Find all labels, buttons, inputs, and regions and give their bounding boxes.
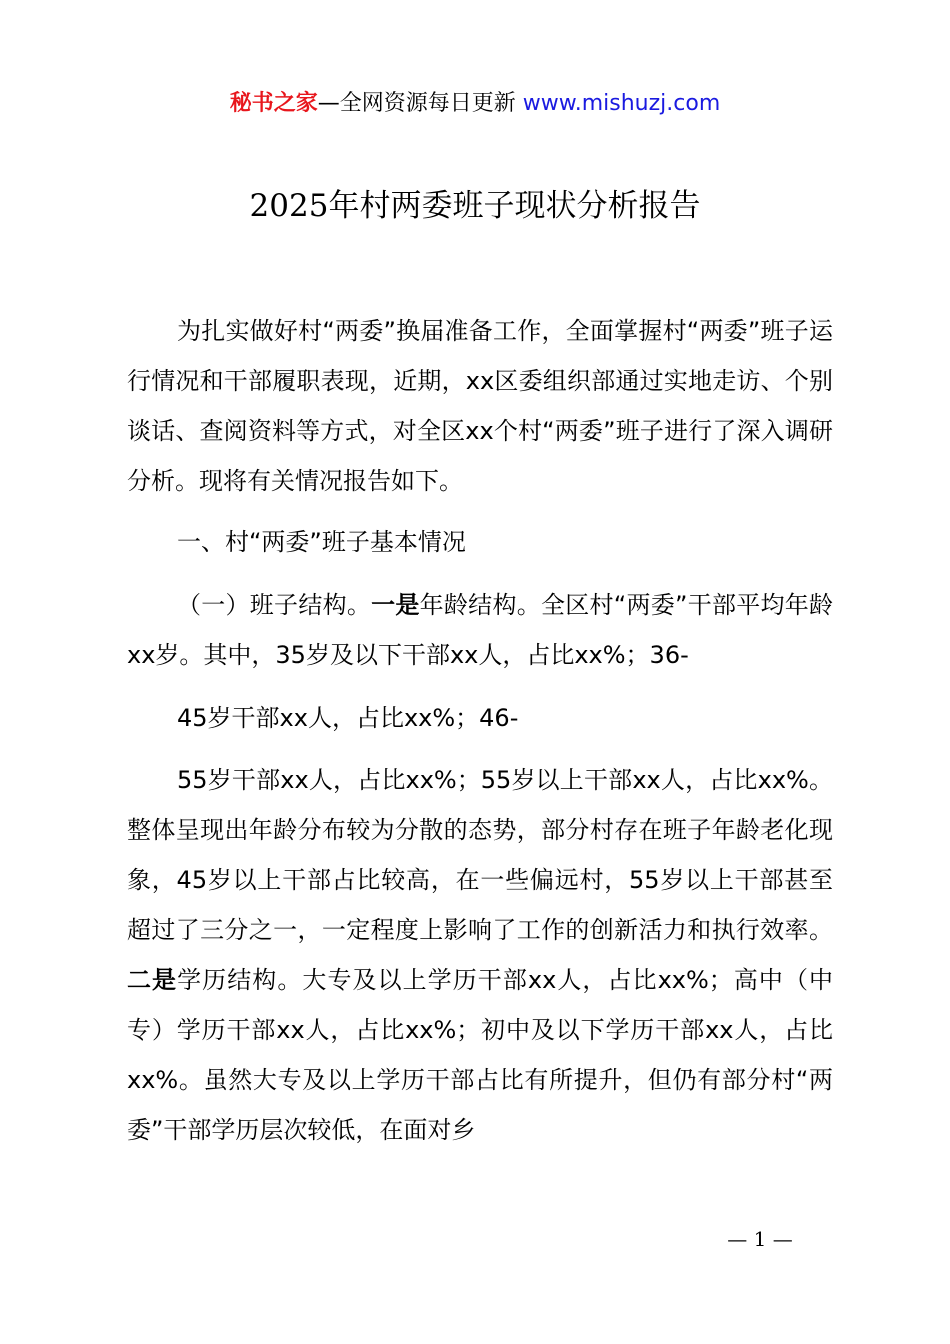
structure-paragraph (127, 580, 833, 680)
intro-paragraph: 为扎实做好村“两委”换届准备工作，全面掌握村“两委”班子运行情况和干部履职表现，近期，xx区委组织部通过实地走访、个别谈话、查阅资料等方式，对全区xx个村“两委”班子进行了深入调研分析。现将有关情况报告如下。 (127, 317, 833, 495)
brand-name: 秘书之家 (229, 91, 318, 116)
banner-url[interactable]: www.mishuzj.com (522, 91, 721, 116)
subsection-label: （一）班子结构。 (177, 591, 372, 619)
banner-slogan: —全网资源每日更新 (317, 91, 523, 116)
point-two-text: 学历结构。大专及以上学历干部xx人，占比xx%；高中（中专）学历干部xx人，占比xx%；初中及以下学历干部xx人，占比xx%。虽然大专及以上学历干部占比有所提升，但仍有部分村“两委”干部学历层次较低，在面对乡 (127, 966, 834, 1144)
page-number: — 1 — (727, 1227, 793, 1251)
point-two-label: 二是 (127, 966, 178, 994)
section-heading: 一、村“两委”班子基本情况 (177, 528, 466, 556)
age-detail-text: 55岁干部xx人，占比xx%；55岁以上干部xx人，占比xx%。整体呈现出年龄分布较为分散的态势，部分村存在班子年龄老化现象，45岁以上干部占比较高，在一些偏远村，55岁以上干部甚至超过了三分之一，一定程度上影响了工作的创新活力和执行效率。 (127, 766, 833, 944)
document-title: 2025年村两委班子现状分析报告 (249, 188, 701, 224)
site-banner (0, 88, 950, 120)
point-one-label: 一是 (371, 591, 420, 619)
age-education-paragraph (127, 755, 833, 1155)
point-one-text: 年龄结构。全区村“两委”干部平均年龄xx岁。其中，35岁及以下干部xx人，占比xx%；36- (127, 591, 834, 669)
age-paragraph-line: 45岁干部xx人，占比xx%；46- (177, 704, 519, 732)
